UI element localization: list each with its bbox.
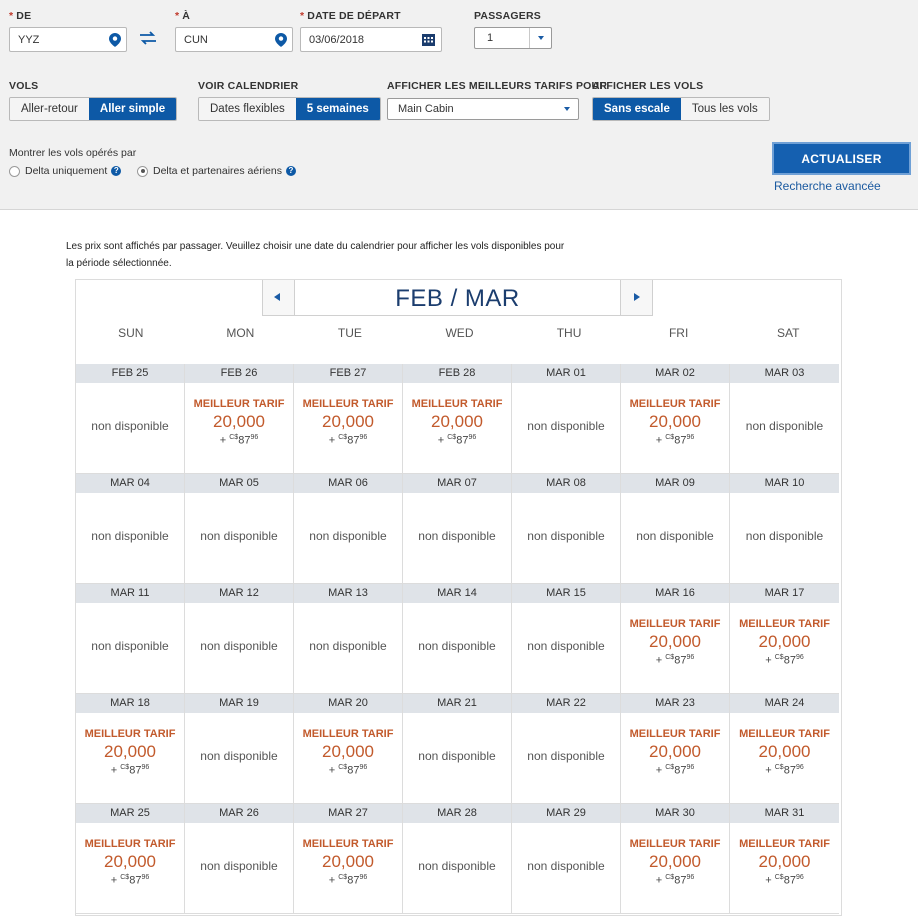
calendar-day-cell bbox=[621, 474, 730, 584]
calendar-day-cell bbox=[403, 584, 512, 694]
day-date-label: MAR 15 bbox=[512, 584, 620, 603]
date-value: 03/06/2018 bbox=[309, 34, 365, 46]
tax-prefix: + bbox=[655, 654, 663, 667]
calendar-day-cell bbox=[294, 474, 403, 584]
day-of-week-label: MON bbox=[226, 326, 255, 340]
best-fare-label: MEILLEUR TARIF bbox=[302, 398, 394, 410]
day-date-label: MAR 07 bbox=[403, 474, 511, 493]
tax-amount: 87 bbox=[783, 764, 796, 777]
fare-miles[interactable]: 20,000 bbox=[649, 852, 701, 871]
not-available-label: non disponible bbox=[91, 529, 169, 543]
day-date-label: MAR 02 bbox=[621, 364, 729, 383]
calendar-day-cell bbox=[185, 584, 294, 694]
help-icon[interactable]: ? bbox=[111, 166, 121, 176]
fare-taxes bbox=[76, 874, 184, 887]
tax-currency: C$ bbox=[338, 764, 348, 771]
day-date-label: MAR 27 bbox=[294, 804, 402, 823]
not-available-label: non disponible bbox=[527, 529, 605, 543]
tax-amount: 87 bbox=[238, 434, 251, 447]
tax-cents: 96 bbox=[686, 874, 695, 881]
tax-amount: 87 bbox=[674, 764, 687, 777]
best-fare-label: MEILLEUR TARIF bbox=[193, 398, 285, 410]
calendar-day-cell bbox=[512, 364, 621, 474]
calendar-day-cell[interactable] bbox=[621, 804, 730, 914]
tax-prefix: + bbox=[110, 764, 118, 777]
day-date-label: MAR 17 bbox=[730, 584, 839, 603]
tax-amount: 87 bbox=[347, 764, 360, 777]
day-date-label: MAR 06 bbox=[294, 474, 402, 493]
stops-toggle bbox=[592, 97, 770, 121]
calendar-view-toggle bbox=[198, 97, 381, 121]
best-fare-label: MEILLEUR TARIF bbox=[629, 618, 721, 630]
cabin-select[interactable] bbox=[387, 98, 579, 120]
departure-date-input[interactable] bbox=[300, 27, 442, 52]
calendar-day-cell[interactable] bbox=[621, 364, 730, 474]
calendar-day-cell[interactable] bbox=[621, 694, 730, 804]
calendar-day-cell[interactable] bbox=[76, 694, 185, 804]
fare-taxes bbox=[621, 654, 729, 667]
day-date-label: FEB 25 bbox=[76, 364, 184, 383]
day-date-label: MAR 29 bbox=[512, 804, 620, 823]
calendar-day-cell[interactable] bbox=[294, 804, 403, 914]
best-fare-label: MEILLEUR TARIF bbox=[302, 728, 394, 740]
tax-prefix: + bbox=[110, 874, 118, 887]
not-available-label: non disponible bbox=[309, 639, 387, 653]
not-available-label: non disponible bbox=[418, 859, 496, 873]
best-fare-label: MEILLEUR TARIF bbox=[411, 398, 503, 410]
cabin-value: Main Cabin bbox=[398, 103, 454, 115]
from-input[interactable] bbox=[9, 27, 127, 52]
chevron-down-icon bbox=[529, 28, 551, 48]
calendar-day-cell bbox=[294, 584, 403, 694]
date-label: * DATE DE DÉPART bbox=[300, 10, 401, 22]
calendar-day-cell bbox=[185, 474, 294, 584]
delta-partners-radio[interactable] bbox=[137, 165, 296, 177]
best-fare-label: MEILLEUR TARIF bbox=[302, 838, 394, 850]
day-date-label: MAR 20 bbox=[294, 694, 402, 713]
location-pin-icon bbox=[275, 33, 287, 47]
day-of-week-label: TUE bbox=[337, 326, 362, 340]
tax-prefix: + bbox=[765, 764, 772, 777]
tax-cents: 96 bbox=[359, 764, 368, 771]
fare-miles[interactable]: 20,000 bbox=[322, 852, 374, 871]
calendar-day-cell bbox=[512, 474, 621, 584]
best-fare-label: MEILLEUR TARIF bbox=[739, 618, 830, 630]
not-available-label: non disponible bbox=[418, 529, 496, 543]
flights-label: VOLS bbox=[9, 80, 39, 92]
tax-currency: C$ bbox=[447, 434, 457, 441]
day-date-label: MAR 11 bbox=[76, 584, 184, 603]
fare-taxes bbox=[294, 434, 402, 447]
passengers-value: 1 bbox=[487, 32, 494, 44]
not-available-label: non disponible bbox=[527, 859, 605, 873]
day-date-label: MAR 23 bbox=[621, 694, 729, 713]
fare-taxes bbox=[621, 764, 729, 777]
nonstop-button[interactable]: Sans escale bbox=[593, 98, 681, 120]
calendar-day-cell bbox=[76, 474, 185, 584]
tax-prefix: + bbox=[219, 434, 227, 447]
day-date-label: MAR 05 bbox=[185, 474, 293, 493]
tax-prefix: + bbox=[655, 764, 663, 777]
day-date-label: MAR 25 bbox=[76, 804, 184, 823]
day-date-label: FEB 26 bbox=[185, 364, 293, 383]
tax-prefix: + bbox=[765, 654, 772, 667]
search-panel bbox=[0, 0, 918, 210]
tax-amount: 87 bbox=[347, 874, 360, 887]
fare-taxes bbox=[294, 874, 402, 887]
calendar-day-cell bbox=[185, 804, 294, 914]
day-of-week-label: SUN bbox=[118, 326, 144, 340]
tax-amount: 87 bbox=[129, 874, 142, 887]
delta-partners-label: Delta et partenaires aériens bbox=[153, 165, 282, 177]
day-date-label: MAR 31 bbox=[730, 804, 839, 823]
calendar-day-cell bbox=[403, 804, 512, 914]
chevron-down-icon bbox=[556, 99, 578, 119]
delta-only-radio[interactable] bbox=[9, 165, 121, 177]
flexible-dates-button[interactable]: Dates flexibles bbox=[199, 98, 296, 120]
day-date-label: MAR 24 bbox=[730, 694, 839, 713]
fare-miles[interactable]: 20,000 bbox=[758, 742, 811, 761]
not-available-label: non disponible bbox=[418, 639, 496, 653]
day-date-label: MAR 16 bbox=[621, 584, 729, 603]
fare-taxes bbox=[185, 434, 293, 447]
tax-prefix: + bbox=[328, 764, 336, 777]
previous-month-button[interactable] bbox=[263, 280, 295, 315]
day-date-label: MAR 01 bbox=[512, 364, 620, 383]
day-date-label: MAR 04 bbox=[76, 474, 184, 493]
tax-cents: 96 bbox=[686, 434, 695, 441]
calendar-day-cell bbox=[76, 584, 185, 694]
tax-cents: 96 bbox=[250, 434, 259, 441]
fare-miles[interactable]: 20,000 bbox=[431, 412, 483, 431]
fare-miles[interactable]: 20,000 bbox=[104, 742, 156, 761]
location-pin-icon bbox=[109, 33, 121, 47]
tax-currency: C$ bbox=[338, 434, 348, 441]
calendar-day-cell bbox=[403, 474, 512, 584]
fare-taxes bbox=[621, 434, 729, 447]
calendar-day-cell bbox=[512, 804, 621, 914]
tax-currency: C$ bbox=[120, 874, 130, 881]
passengers-select[interactable] bbox=[474, 27, 552, 49]
day-date-label: MAR 08 bbox=[512, 474, 620, 493]
from-label: * DE bbox=[9, 10, 32, 22]
best-fare-label: MEILLEUR TARIF bbox=[84, 728, 176, 740]
day-of-week-label: THU bbox=[556, 326, 582, 340]
radio-button[interactable] bbox=[9, 166, 20, 177]
arrow-right-icon bbox=[634, 293, 640, 301]
day-of-week-label: FRI bbox=[668, 326, 689, 340]
price-note: Les prix sont affichés par passager. Veuillez choisir une date du calendrier pour afficher les vols disponibles pour la période sélectionnée. bbox=[66, 241, 565, 269]
day-date-label: MAR 28 bbox=[403, 804, 511, 823]
best-fare-label: MEILLEUR TARIF bbox=[84, 838, 176, 850]
tax-cents: 96 bbox=[795, 764, 804, 771]
trip-type-toggle bbox=[9, 97, 177, 121]
fare-miles[interactable]: 20,000 bbox=[322, 742, 374, 761]
not-available-label: non disponible bbox=[745, 419, 824, 433]
all-flights-button[interactable]: Tous les vols bbox=[681, 98, 769, 120]
tax-cents: 96 bbox=[795, 874, 804, 881]
round-trip-button[interactable]: Aller-retour bbox=[10, 98, 89, 120]
from-value: YYZ bbox=[18, 34, 40, 46]
calendar-day-cell bbox=[512, 584, 621, 694]
best-fare-label: MEILLEUR TARIF bbox=[629, 728, 721, 740]
tax-currency: C$ bbox=[774, 654, 784, 661]
tax-prefix: + bbox=[655, 434, 663, 447]
calendar-day-cell[interactable] bbox=[730, 804, 839, 914]
calendar-day-cell[interactable] bbox=[294, 694, 403, 804]
best-fare-label: MEILLEUR TARIF bbox=[629, 398, 721, 410]
operated-by-label: Montrer les vols opérés par bbox=[9, 147, 137, 159]
day-date-label: MAR 10 bbox=[730, 474, 839, 493]
tax-currency: C$ bbox=[665, 654, 675, 661]
to-label: * À bbox=[175, 10, 191, 22]
tax-prefix: + bbox=[655, 874, 663, 887]
tax-cents: 96 bbox=[686, 764, 695, 771]
day-date-label: FEB 28 bbox=[403, 364, 511, 383]
day-of-week-header bbox=[76, 326, 843, 340]
help-icon[interactable]: ? bbox=[286, 166, 296, 176]
delta-only-label: Delta uniquement bbox=[25, 165, 108, 177]
day-of-week-label: SAT bbox=[776, 326, 800, 340]
fare-taxes bbox=[730, 654, 839, 667]
tax-amount: 87 bbox=[674, 874, 687, 887]
not-available-label: non disponible bbox=[200, 529, 278, 543]
radio-button[interactable] bbox=[137, 166, 148, 177]
fare-miles[interactable]: 20,000 bbox=[758, 852, 811, 871]
tax-cents: 96 bbox=[141, 764, 150, 771]
tax-prefix: + bbox=[328, 874, 336, 887]
day-date-label: MAR 12 bbox=[185, 584, 293, 603]
tax-cents: 96 bbox=[359, 874, 368, 881]
tax-prefix: + bbox=[328, 434, 336, 447]
month-title: FEB / MAR bbox=[395, 285, 520, 312]
tax-currency: C$ bbox=[120, 764, 130, 771]
month-navigator bbox=[262, 280, 653, 316]
tax-amount: 87 bbox=[674, 434, 687, 447]
fare-taxes bbox=[76, 764, 184, 777]
tax-currency: C$ bbox=[774, 764, 784, 771]
swap-icon[interactable] bbox=[138, 30, 158, 46]
calendar-day-cell[interactable] bbox=[621, 584, 730, 694]
not-available-label: non disponible bbox=[91, 419, 169, 433]
fare-calendar bbox=[75, 279, 842, 916]
fares-label: AFFICHER LES MEILLEURS TARIFS POUR bbox=[387, 80, 608, 92]
day-of-week-label: WED bbox=[445, 326, 474, 340]
fare-miles[interactable]: 20,000 bbox=[322, 412, 374, 431]
calendar-day-cell bbox=[730, 364, 839, 474]
tax-amount: 87 bbox=[674, 654, 687, 667]
update-button[interactable]: ACTUALISER bbox=[772, 142, 911, 175]
tax-amount: 87 bbox=[456, 434, 469, 447]
calendar-day-cell bbox=[403, 694, 512, 804]
calendar-day-cell[interactable] bbox=[730, 584, 839, 694]
day-date-label: MAR 03 bbox=[730, 364, 839, 383]
fare-miles[interactable]: 20,000 bbox=[649, 742, 701, 761]
tax-amount: 87 bbox=[129, 764, 142, 777]
fare-miles[interactable]: 20,000 bbox=[104, 852, 156, 871]
not-available-label: non disponible bbox=[527, 639, 605, 653]
calendar-day-cell[interactable] bbox=[76, 804, 185, 914]
show-flights-label: AFFICHER LES VOLS bbox=[592, 80, 704, 92]
tax-amount: 87 bbox=[347, 434, 360, 447]
day-date-label: MAR 26 bbox=[185, 804, 293, 823]
tax-cents: 96 bbox=[468, 434, 477, 441]
calendar-day-cell bbox=[76, 364, 185, 474]
calendar-day-cell[interactable] bbox=[730, 694, 839, 804]
tax-amount: 87 bbox=[783, 654, 796, 667]
tax-prefix: + bbox=[437, 434, 445, 447]
tax-cents: 96 bbox=[359, 434, 368, 441]
calendar-icon[interactable] bbox=[422, 34, 435, 46]
fare-miles[interactable]: 20,000 bbox=[758, 632, 811, 651]
calendar-day-cell bbox=[512, 694, 621, 804]
fare-taxes bbox=[730, 874, 839, 887]
fare-miles[interactable]: 20,000 bbox=[649, 632, 701, 651]
day-date-label: MAR 19 bbox=[185, 694, 293, 713]
not-available-label: non disponible bbox=[418, 749, 496, 763]
calendar-grid bbox=[76, 364, 843, 914]
calendar-day-cell[interactable] bbox=[185, 364, 294, 474]
not-available-label: non disponible bbox=[527, 749, 605, 763]
calendar-day-cell[interactable] bbox=[294, 364, 403, 474]
tax-currency: C$ bbox=[774, 874, 784, 881]
one-way-button[interactable]: Aller simple bbox=[89, 98, 176, 120]
to-value: CUN bbox=[184, 34, 208, 46]
fare-taxes bbox=[730, 764, 839, 777]
tax-cents: 96 bbox=[795, 654, 804, 661]
arrow-left-icon bbox=[274, 293, 280, 301]
fare-miles[interactable]: 20,000 bbox=[213, 412, 265, 431]
not-available-label: non disponible bbox=[91, 639, 169, 653]
next-month-button[interactable] bbox=[620, 280, 652, 315]
not-available-label: non disponible bbox=[200, 639, 278, 653]
day-date-label: MAR 09 bbox=[621, 474, 729, 493]
not-available-label: non disponible bbox=[527, 419, 605, 433]
calendar-day-cell bbox=[730, 474, 839, 584]
not-available-label: non disponible bbox=[745, 529, 824, 543]
day-date-label: MAR 18 bbox=[76, 694, 184, 713]
advanced-search-link[interactable]: Recherche avancée bbox=[774, 179, 881, 193]
best-fare-label: MEILLEUR TARIF bbox=[739, 728, 830, 740]
day-date-label: FEB 27 bbox=[294, 364, 402, 383]
not-available-label: non disponible bbox=[200, 859, 278, 873]
tax-prefix: + bbox=[765, 874, 772, 887]
best-fare-label: MEILLEUR TARIF bbox=[629, 838, 721, 850]
fare-taxes bbox=[621, 874, 729, 887]
tax-currency: C$ bbox=[229, 434, 239, 441]
calendar-day-cell[interactable] bbox=[403, 364, 512, 474]
not-available-label: non disponible bbox=[200, 749, 278, 763]
tax-currency: C$ bbox=[665, 874, 675, 881]
day-date-label: MAR 30 bbox=[621, 804, 729, 823]
tax-amount: 87 bbox=[783, 874, 796, 887]
not-available-label: non disponible bbox=[636, 529, 714, 543]
day-date-label: MAR 22 bbox=[512, 694, 620, 713]
fare-taxes bbox=[294, 764, 402, 777]
day-date-label: MAR 13 bbox=[294, 584, 402, 603]
passengers-label: PASSAGERS bbox=[474, 10, 541, 22]
best-fare-label: MEILLEUR TARIF bbox=[739, 838, 830, 850]
day-date-label: MAR 21 bbox=[403, 694, 511, 713]
tax-cents: 96 bbox=[141, 874, 150, 881]
not-available-label: non disponible bbox=[309, 529, 387, 543]
tax-cents: 96 bbox=[686, 654, 695, 661]
tax-currency: C$ bbox=[665, 764, 675, 771]
calendar-day-cell bbox=[185, 694, 294, 804]
day-date-label: MAR 14 bbox=[403, 584, 511, 603]
fare-miles[interactable]: 20,000 bbox=[649, 412, 701, 431]
five-weeks-button[interactable]: 5 semaines bbox=[296, 98, 380, 120]
to-input[interactable] bbox=[175, 27, 293, 52]
fare-taxes bbox=[403, 434, 511, 447]
tax-currency: C$ bbox=[338, 874, 348, 881]
tax-currency: C$ bbox=[665, 434, 675, 441]
calendar-view-label: VOIR CALENDRIER bbox=[198, 80, 299, 92]
